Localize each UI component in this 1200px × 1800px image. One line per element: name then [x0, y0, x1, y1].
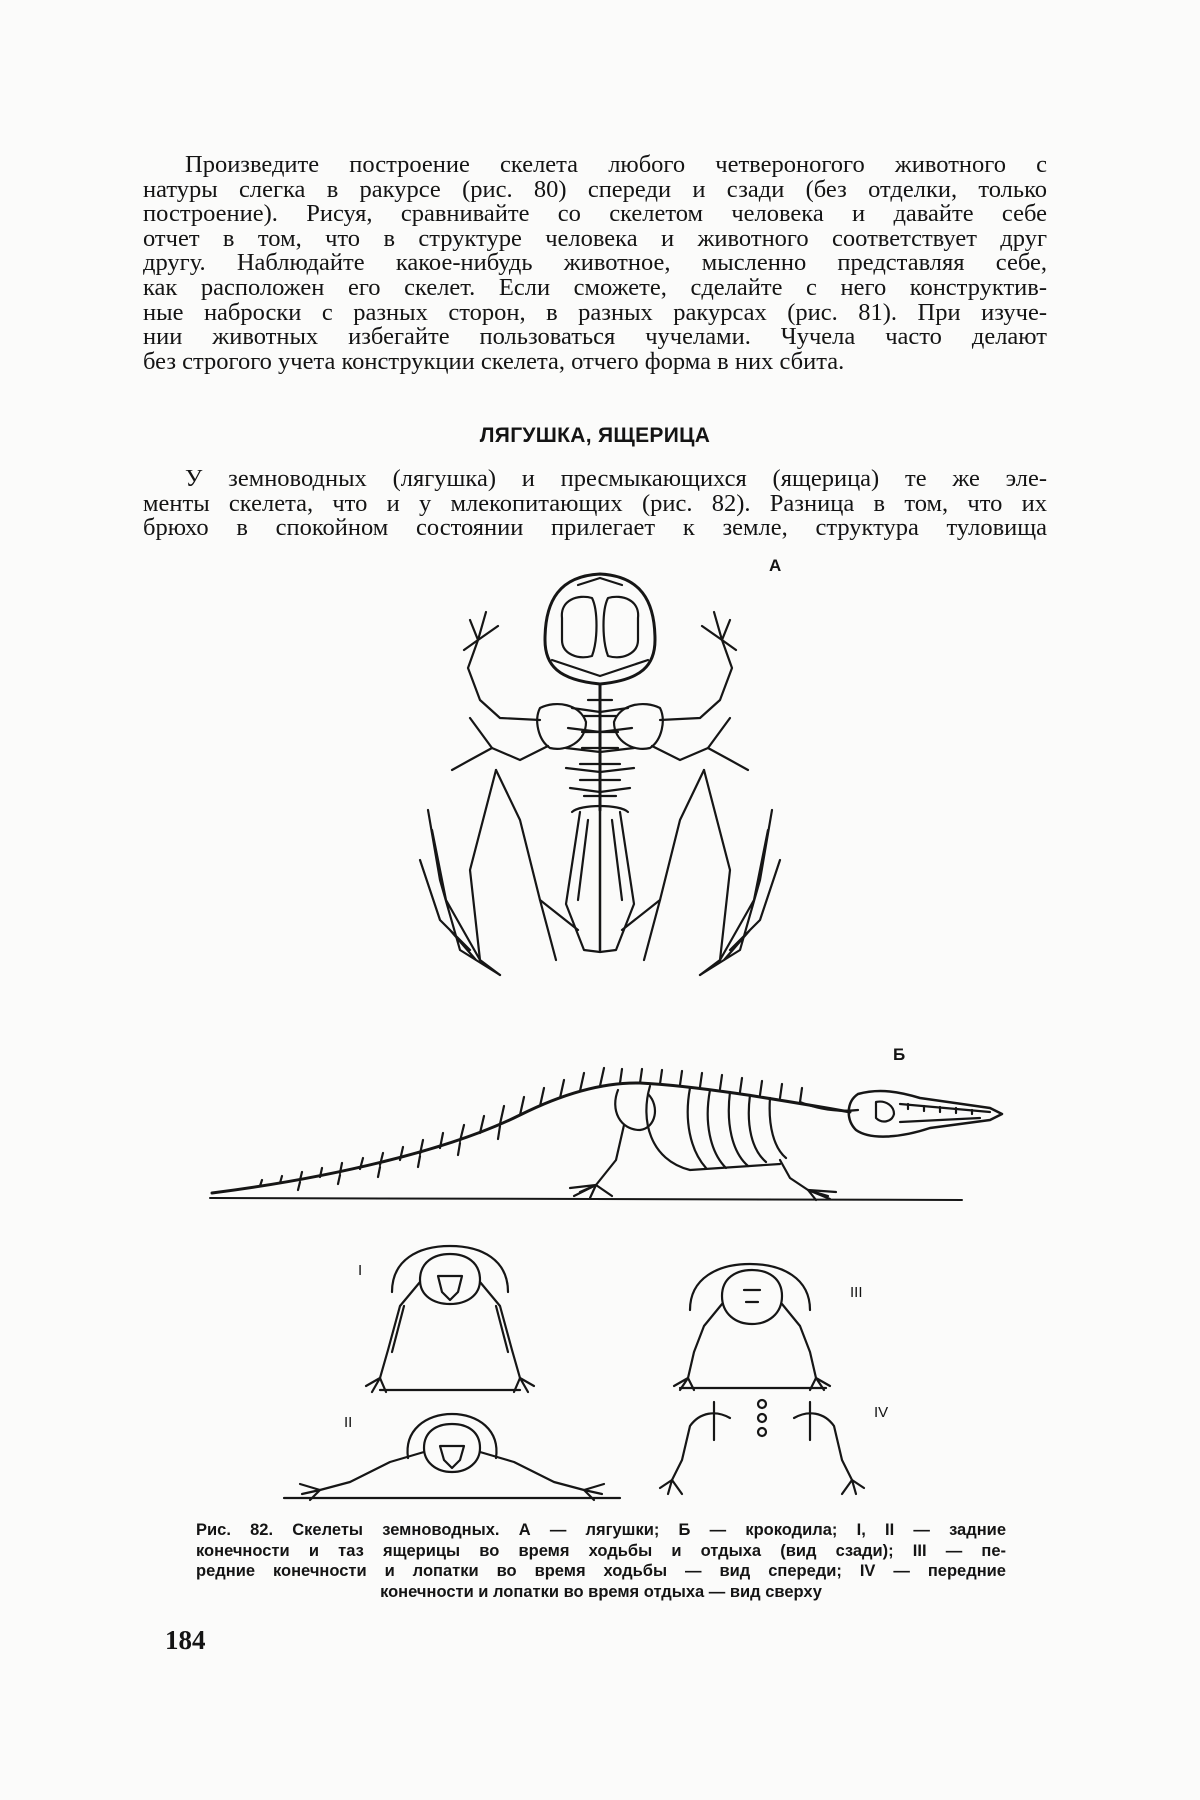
figure-label-iv: IV: [874, 1404, 889, 1421]
lizard-hind-walking: [366, 1246, 534, 1392]
section-heading: ЛЯГУШКА, ЯЩЕРИЦА: [479, 424, 711, 447]
paragraph-line: как расположен его скелет. Если сможете, сделайте с него конструктив-: [143, 273, 1047, 301]
crocodile-skeleton: [210, 1068, 1002, 1200]
page-number: 184: [165, 1625, 206, 1655]
paragraph-line: менты скелета, что и у млекопитающих (рис. 82). Разница в том, что их: [143, 489, 1047, 517]
caption-line: редние конечности и лопатки во время ходьбы — вид спереди; IV — передние: [196, 1562, 1006, 1580]
lizard-hind-resting: [284, 1414, 620, 1500]
figure-label-i: I: [358, 1262, 363, 1279]
figure-label-b: Б: [893, 1045, 906, 1064]
paragraph-line: другу. Наблюдайте какое-нибудь животное, мысленно представляя себе,: [143, 249, 1047, 277]
paragraph-line: построение). Рисуя, сравнивайте со скелетом человека и давайте себе: [143, 200, 1047, 228]
paragraph-line: ные наброски с разных сторон, в разных ракурсах (рис. 81). При изуче-: [143, 298, 1047, 326]
caption-line: Рис. 82. Скелеты земноводных. А — лягушки; Б — крокодила; I, II — задние: [196, 1521, 1006, 1539]
lizard-fore-walking: [674, 1264, 830, 1390]
paragraph-line: У земноводных (лягушка) и пресмыкающихся (ящерица) те же эле-: [185, 465, 1047, 492]
paragraph-line: натуры слегка в ракурсе (рис. 80) спереди и сзади (без отделки, только: [143, 175, 1047, 203]
caption-line: конечности и таз ящерицы во время ходьбы и отдыха (вид сзади); III — пе-: [196, 1541, 1006, 1560]
paragraph-line: брюхо в спокойном состоянии прилегает к земле, структура туловища: [143, 514, 1047, 542]
frog-skeleton: [420, 574, 780, 975]
caption-line: конечности и лопатки во время отдыха — вид сверху: [380, 1582, 822, 1601]
paragraph-line: нии животных избегайте пользоваться чучелами. Чучела часто делают: [143, 323, 1047, 351]
lizard-fore-resting: [660, 1400, 864, 1494]
figure-label-iii: III: [850, 1284, 863, 1301]
figure-label-a: А: [769, 556, 782, 575]
paragraph-line: без строгого учета конструкции скелета, отчего форма в них сбита.: [143, 347, 845, 375]
paragraph-line: Произведите построение скелета любого четвероногого животного с: [185, 151, 1047, 178]
figure-label-ii: II: [344, 1414, 353, 1431]
figure-caption: [196, 1520, 1006, 1602]
paragraph-line: отчет в том, что в структуре человека и животного соответствует друг: [143, 224, 1047, 252]
